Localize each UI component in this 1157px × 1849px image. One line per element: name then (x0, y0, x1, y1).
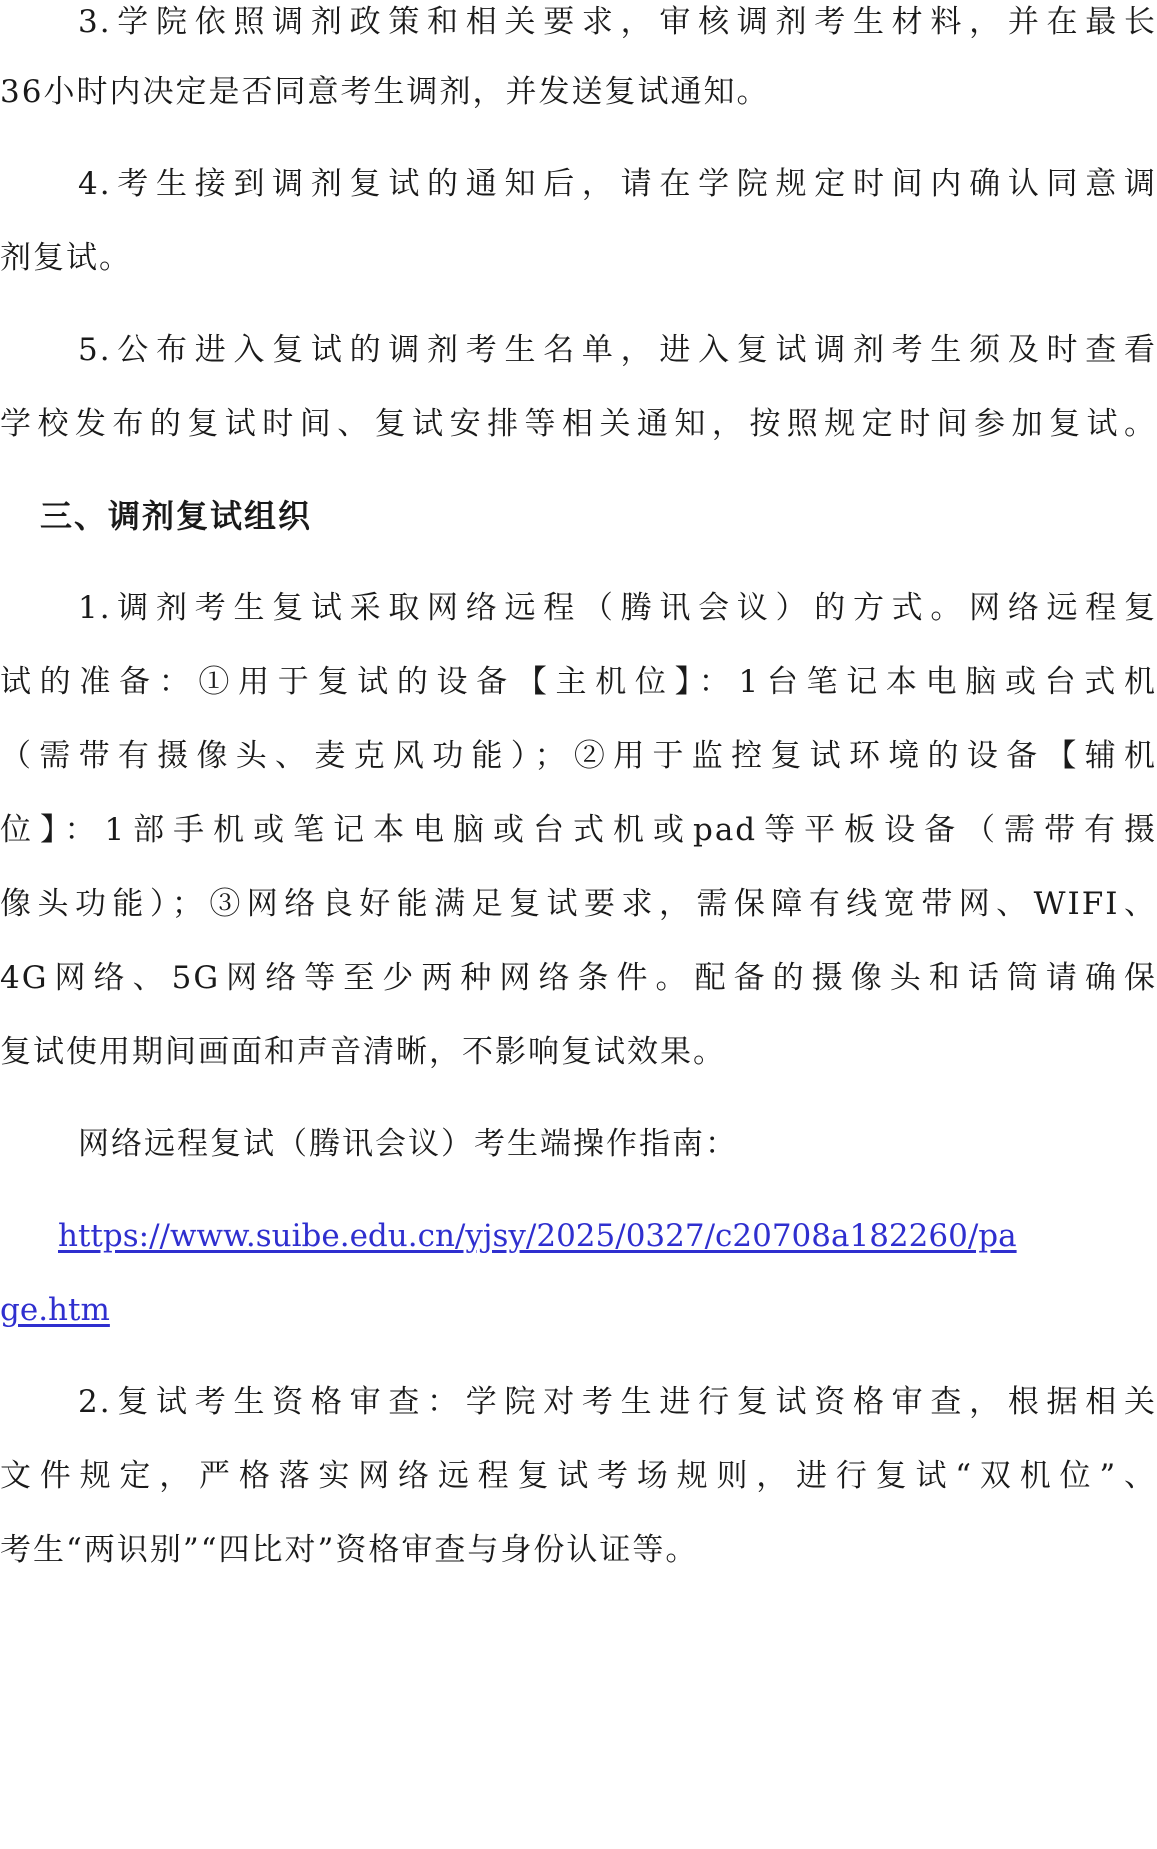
guide-link-part-1[interactable]: https://www.suibe.edu.cn/yjsy/2025/0327/c20708a182260/pa (58, 1218, 1017, 1254)
paragraph-4-line-1: 4.考生接到调剂复试的通知后，请在学院规定时间内确认同意调 (78, 166, 1157, 202)
guide-label: 网络远程复试（腾讯会议）考生端操作指南： (78, 1126, 738, 1162)
guide-link-line-1[interactable] (0, 1214, 1157, 1258)
guide-link-part-2[interactable]: ge.htm (0, 1292, 110, 1328)
section-3-paragraph-2-line-3: 考生“两识别”“四比对”资格审查与身份认证等。 (0, 1532, 699, 1568)
section-3-paragraph-1-line-6: 4G网络、5G网络等至少两种网络条件。配备的摄像头和话筒请确保 (0, 960, 1157, 996)
paragraph-5-line-1: 5.公布进入复试的调剂考生名单，进入复试调剂考生须及时查看 (78, 332, 1157, 368)
section-3-paragraph-1-line-7: 复试使用期间画面和声音清晰，不影响复试效果。 (0, 1034, 726, 1070)
paragraph-5-line-2: 学校发布的复试时间、复试安排等相关通知，按照规定时间参加复试。 (0, 406, 1157, 442)
section-3-paragraph-2-line-2: 文件规定，严格落实网络远程复试考场规则，进行复试“双机位”、 (0, 1458, 1157, 1494)
guide-link-line-2[interactable] (0, 1288, 1157, 1332)
paragraph-4-line-2: 剂复试。 (0, 240, 132, 276)
paragraph-3-line-1: 3.学院依照调剂政策和相关要求，审核调剂考生材料，并在最长 (78, 4, 1157, 40)
section-3-paragraph-1-line-2: 试的准备：①用于复试的设备【主机位】：1台笔记本电脑或台式机 (0, 664, 1157, 700)
section-3-paragraph-1-line-3: （需带有摄像头、麦克风功能）；②用于监控复试环境的设备【辅机 (0, 738, 1157, 774)
section-3-heading: 三、调剂复试组织 (40, 497, 313, 535)
section-3-paragraph-2-line-1: 2.复试考生资格审查：学院对考生进行复试资格审查，根据相关 (78, 1384, 1157, 1420)
section-3-paragraph-1-line-4: 位】：1部手机或笔记本电脑或台式机或pad等平板设备（需带有摄 (0, 812, 1157, 848)
section-3-paragraph-1-line-5: 像头功能）；③网络良好能满足复试要求，需保障有线宽带网、WIFI、 (0, 886, 1157, 922)
section-3-paragraph-1-line-1: 1.调剂考生复试采取网络远程（腾讯会议）的方式。网络远程复 (78, 590, 1157, 626)
paragraph-3-line-2: 36小时内决定是否同意考生调剂，并发送复试通知。 (0, 74, 770, 110)
